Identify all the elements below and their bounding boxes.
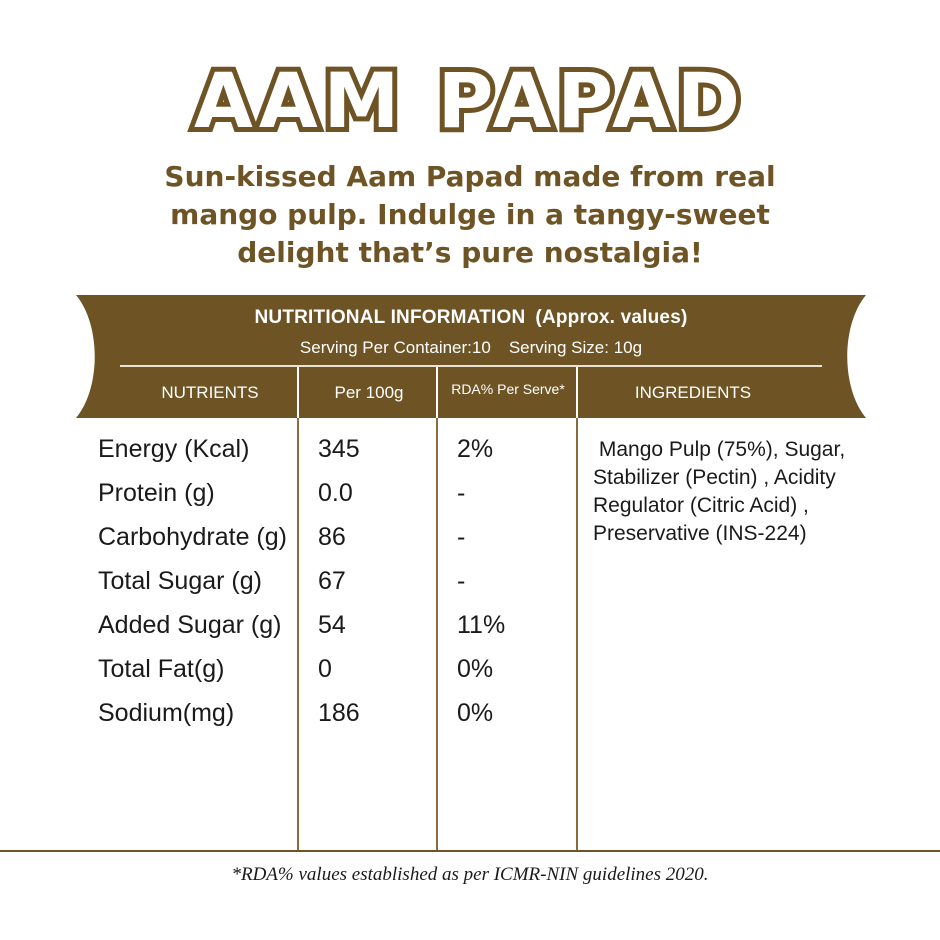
nutrient-rda: - bbox=[457, 523, 466, 551]
nutrient-rda: 0% bbox=[457, 699, 494, 727]
nutrient-name: Energy (Kcal) bbox=[98, 435, 250, 463]
product-description: Sun-kissed Aam Papad made from real mango pulp. Indulge in a tangy-sweet delight that’s pure nostalgia! bbox=[164, 160, 776, 269]
product-title: AAM PAPAD bbox=[194, 56, 746, 145]
serving-info bbox=[76, 338, 866, 358]
nutrient-name: Added Sugar (g) bbox=[98, 611, 282, 639]
nutrient-rda: - bbox=[457, 479, 466, 507]
nutrition-heading bbox=[76, 307, 866, 329]
nutrient-name: Protein (g) bbox=[98, 479, 215, 507]
servings-per-container: Serving Per Container:10 bbox=[299, 338, 491, 357]
banner-divider bbox=[120, 365, 822, 367]
col-header-nutrients: NUTRIENTS bbox=[161, 383, 259, 402]
nutrient-rda: - bbox=[457, 567, 466, 595]
nutrient-per100g: 86 bbox=[318, 523, 346, 551]
nutrient-name: Sodium(mg) bbox=[98, 699, 235, 727]
col-header-ingredients: INGREDIENTS bbox=[634, 383, 752, 402]
nutrient-name: Carbohydrate (g) bbox=[98, 523, 287, 551]
nutrient-rda: 0% bbox=[457, 655, 494, 683]
approx-note: (Approx. values) bbox=[535, 307, 688, 328]
nutrient-per100g: 345 bbox=[318, 435, 360, 463]
nutrition-heading-text: NUTRITIONAL INFORMATION bbox=[254, 307, 526, 328]
col-header-per100g: Per 100g bbox=[334, 383, 404, 402]
nutrient-rda: 11% bbox=[457, 611, 506, 639]
col-divider-1 bbox=[297, 418, 299, 851]
col-divider-3 bbox=[576, 418, 578, 851]
nutrient-name: Total Fat(g) bbox=[98, 655, 225, 683]
ingredients-text: Mango Pulp (75%), Sugar, Stabilizer (Pectin) , Acidity Regulator (Citric Acid) , Preservative (INS-224) bbox=[593, 438, 851, 545]
serving-size: Serving Size: 10g bbox=[508, 338, 643, 357]
nutrient-per100g: 54 bbox=[318, 611, 346, 639]
nutrient-per100g: 0 bbox=[318, 655, 332, 683]
rda-footnote: *RDA% values established as per ICMR-NIN guidelines 2020. bbox=[231, 864, 709, 885]
col-divider-3-top bbox=[576, 367, 578, 418]
nutrient-per100g: 186 bbox=[318, 699, 360, 727]
nutrient-per100g: 67 bbox=[318, 567, 346, 595]
col-divider-2-top bbox=[436, 367, 438, 418]
col-divider-2 bbox=[436, 418, 438, 851]
nutrient-per100g: 0.0 bbox=[318, 479, 353, 507]
bottom-divider bbox=[0, 850, 940, 852]
nutrient-rda: 2% bbox=[457, 435, 494, 463]
col-header-rda: RDA% Per Serve* bbox=[451, 381, 565, 397]
nutrient-name: Total Sugar (g) bbox=[98, 567, 262, 595]
